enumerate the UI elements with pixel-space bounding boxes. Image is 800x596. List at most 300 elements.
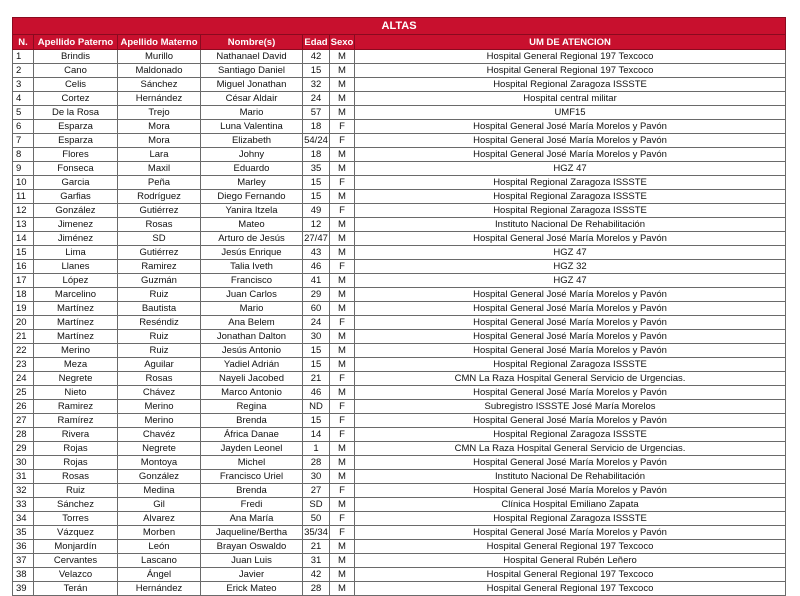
table-row — [13, 372, 786, 386]
cell-um-atencion: Hospital Regional Zaragoza ISSSTE — [355, 190, 786, 204]
cell-um-atencion: Hospital General Regional 197 Texcoco — [355, 64, 786, 78]
cell-apellido-paterno: Torres — [34, 512, 118, 526]
cell-um-atencion: Hospital General Regional 197 Texcoco — [355, 50, 786, 64]
cell-edad: 49 — [303, 204, 330, 218]
cell-nombres: Jonathan Dalton — [201, 330, 303, 344]
cell-nombres: Santiago Daniel — [201, 64, 303, 78]
cell-number: 34 — [13, 512, 34, 526]
cell-apellido-paterno: Martínez — [34, 302, 118, 316]
cell-edad: 50 — [303, 512, 330, 526]
cell-number: 24 — [13, 372, 34, 386]
table-row — [13, 540, 786, 554]
cell-nombres: Brenda — [201, 414, 303, 428]
table-row — [13, 260, 786, 274]
cell-nombres: Marco Antonio — [201, 386, 303, 400]
cell-um-atencion: Hospital General José María Morelos y Pavón — [355, 302, 786, 316]
cell-number: 10 — [13, 176, 34, 190]
cell-sexo: F — [330, 260, 355, 274]
cell-sexo: M — [330, 358, 355, 372]
cell-apellido-materno: Gil — [118, 498, 201, 512]
cell-nombres: Francisco Uriel — [201, 470, 303, 484]
cell-number: 18 — [13, 288, 34, 302]
cell-apellido-materno: SD — [118, 232, 201, 246]
table-row — [13, 582, 786, 596]
table-row — [13, 442, 786, 456]
table-row — [13, 358, 786, 372]
cell-number: 20 — [13, 316, 34, 330]
cell-edad: 18 — [303, 148, 330, 162]
cell-number: 4 — [13, 92, 34, 106]
cell-apellido-paterno: Esparza — [34, 134, 118, 148]
table-row — [13, 484, 786, 498]
table-row — [13, 106, 786, 120]
cell-number: 6 — [13, 120, 34, 134]
cell-um-atencion: HGZ 47 — [355, 274, 786, 288]
cell-apellido-materno: Montoya — [118, 456, 201, 470]
cell-sexo: M — [330, 148, 355, 162]
cell-number: 27 — [13, 414, 34, 428]
cell-nombres: Yanira Itzela — [201, 204, 303, 218]
cell-apellido-materno: Rosas — [118, 218, 201, 232]
cell-number: 2 — [13, 64, 34, 78]
col-header-apellido-paterno: Apellido Paterno — [34, 35, 118, 50]
table-row — [13, 428, 786, 442]
cell-edad: 15 — [303, 190, 330, 204]
cell-um-atencion: Subregistro ISSSTE José María Morelos — [355, 400, 786, 414]
cell-edad: 29 — [303, 288, 330, 302]
cell-edad: 14 — [303, 428, 330, 442]
table-row — [13, 526, 786, 540]
cell-sexo: M — [330, 162, 355, 176]
cell-number: 35 — [13, 526, 34, 540]
table-row — [13, 162, 786, 176]
cell-edad: 35/34 — [304, 526, 328, 538]
cell-apellido-materno: Aguilar — [118, 358, 201, 372]
cell-um-atencion: Hospital General José María Morelos y Pavón — [355, 484, 786, 498]
cell-sexo: M — [330, 540, 355, 554]
cell-apellido-paterno: Velazco — [34, 568, 118, 582]
cell-apellido-paterno: Ramírez — [34, 414, 118, 428]
cell-apellido-materno: Morben — [118, 526, 201, 540]
cell-apellido-paterno: Flores — [34, 148, 118, 162]
cell-um-atencion: Hospital General Regional 197 Texcoco — [355, 582, 786, 596]
cell-number: 17 — [13, 274, 34, 288]
cell-apellido-materno: Ruiz — [118, 330, 201, 344]
cell-apellido-paterno: Ruiz — [34, 484, 118, 498]
cell-sexo: M — [330, 274, 355, 288]
cell-um-atencion: Instituto Nacional De Rehabilitación — [355, 470, 786, 484]
cell-apellido-materno: Chavéz — [118, 428, 201, 442]
cell-nombres: Nayeli Jacobed — [201, 372, 303, 386]
cell-number: 32 — [13, 484, 34, 498]
cell-apellido-paterno: Fonseca — [34, 162, 118, 176]
cell-edad: 21 — [303, 372, 330, 386]
cell-apellido-paterno: Rosas — [34, 470, 118, 484]
cell-apellido-paterno: Rojas — [34, 442, 118, 456]
cell-nombres: Ana Belem — [201, 316, 303, 330]
altas-sheet — [12, 17, 785, 596]
cell-um-atencion: HGZ 32 — [355, 260, 786, 274]
cell-apellido-materno: Ruiz — [118, 344, 201, 358]
cell-sexo: F — [330, 176, 355, 190]
cell-nombres: Luna Valentina — [201, 120, 303, 134]
cell-um-atencion: Hospital Regional Zaragoza ISSSTE — [355, 204, 786, 218]
cell-sexo: F — [330, 512, 355, 526]
cell-sexo: M — [330, 498, 355, 512]
cell-edad: 27/47 — [304, 232, 328, 244]
cell-apellido-materno: Rodríguez — [118, 190, 201, 204]
table-row — [13, 190, 786, 204]
cell-apellido-paterno: Llanes — [34, 260, 118, 274]
cell-apellido-materno: Ruiz — [118, 288, 201, 302]
cell-um-atencion: UMF15 — [355, 106, 786, 120]
cell-nombres: Jaqueline/Bertha — [201, 526, 303, 540]
cell-edad: 57 — [303, 106, 330, 120]
cell-sexo: M — [330, 582, 355, 596]
cell-um-atencion: Hospital General José María Morelos y Pavón — [355, 316, 786, 330]
table-row — [13, 344, 786, 358]
cell-apellido-materno: Alvarez — [118, 512, 201, 526]
cell-um-atencion: Hospital Regional Zaragoza ISSSTE — [355, 176, 786, 190]
cell-edad: 42 — [303, 50, 330, 64]
cell-um-atencion: Instituto Nacional De Rehabilitación — [355, 218, 786, 232]
cell-apellido-materno: Mora — [118, 134, 201, 148]
cell-edad: 15 — [303, 176, 330, 190]
cell-edad: 46 — [303, 386, 330, 400]
cell-sexo: M — [330, 470, 355, 484]
cell-apellido-paterno: Nieto — [34, 386, 118, 400]
table-row — [13, 554, 786, 568]
cell-nombres: Regina — [201, 400, 303, 414]
cell-apellido-materno: Maxil — [118, 162, 201, 176]
cell-nombres: Javier — [201, 568, 303, 582]
cell-apellido-paterno: González — [34, 204, 118, 218]
cell-number: 38 — [13, 568, 34, 582]
cell-edad: 15 — [303, 344, 330, 358]
cell-sexo: M — [330, 344, 355, 358]
cell-um-atencion: Hospital General José María Morelos y Pavón — [355, 232, 786, 246]
cell-number: 12 — [13, 204, 34, 218]
cell-apellido-paterno: Martínez — [34, 330, 118, 344]
table-row — [13, 400, 786, 414]
col-header-apellido-materno: Apellido Materno — [118, 35, 201, 50]
cell-apellido-materno: Lascano — [118, 554, 201, 568]
cell-edad: 46 — [303, 260, 330, 274]
cell-sexo: M — [330, 50, 355, 64]
cell-edad: 30 — [303, 330, 330, 344]
cell-nombres: Francisco — [201, 274, 303, 288]
cell-apellido-materno: Ángel — [118, 568, 201, 582]
col-header-nombres: Nombre(s) — [201, 35, 303, 50]
cell-edad: 15 — [303, 64, 330, 78]
cell-nombres: Jayden Leonel — [201, 442, 303, 456]
cell-apellido-materno: Murillo — [118, 50, 201, 64]
cell-um-atencion: Hospital Regional Zaragoza ISSSTE — [355, 78, 786, 92]
table-row — [13, 456, 786, 470]
cell-apellido-paterno: Garcia — [34, 176, 118, 190]
cell-edad: 24 — [303, 92, 330, 106]
cell-edad: 15 — [303, 358, 330, 372]
table-row — [13, 302, 786, 316]
cell-apellido-materno: González — [118, 470, 201, 484]
cell-um-atencion: Hospital General José María Morelos y Pavón — [355, 120, 786, 134]
cell-number: 29 — [13, 442, 34, 456]
cell-edad: 27 — [303, 484, 330, 498]
cell-number: 11 — [13, 190, 34, 204]
cell-um-atencion: CMN La Raza Hospital General Servicio de Urgencias. — [355, 442, 786, 456]
cell-um-atencion: Hospital General Rubén Leñero — [355, 554, 786, 568]
cell-apellido-paterno: Meza — [34, 358, 118, 372]
cell-edad: 24 — [303, 316, 330, 330]
cell-sexo: F — [330, 526, 355, 540]
cell-number: 15 — [13, 246, 34, 260]
cell-apellido-materno: Maldonado — [118, 64, 201, 78]
cell-apellido-materno: Lara — [118, 148, 201, 162]
table-row — [13, 274, 786, 288]
cell-um-atencion: Hospital Regional Zaragoza ISSSTE — [355, 428, 786, 442]
cell-number: 22 — [13, 344, 34, 358]
cell-sexo: M — [330, 456, 355, 470]
cell-number: 14 — [13, 232, 34, 246]
cell-sexo: M — [330, 190, 355, 204]
cell-number: 26 — [13, 400, 34, 414]
cell-nombres: Miguel Jonathan — [201, 78, 303, 92]
cell-number: 3 — [13, 78, 34, 92]
cell-apellido-paterno: Jimenez — [34, 218, 118, 232]
cell-sexo: F — [330, 400, 355, 414]
cell-sexo: M — [330, 386, 355, 400]
cell-sexo: M — [330, 330, 355, 344]
cell-sexo: M — [330, 302, 355, 316]
cell-sexo: F — [330, 204, 355, 218]
cell-nombres: Nathanael David — [201, 50, 303, 64]
cell-apellido-materno: Peña — [118, 176, 201, 190]
cell-apellido-paterno: Cervantes — [34, 554, 118, 568]
cell-um-atencion: HGZ 47 — [355, 162, 786, 176]
cell-apellido-paterno: López — [34, 274, 118, 288]
table-row — [13, 232, 786, 246]
table-row — [13, 246, 786, 260]
cell-apellido-paterno: Celis — [34, 78, 118, 92]
cell-apellido-materno: Sánchez — [118, 78, 201, 92]
cell-nombres: Fredi — [201, 498, 303, 512]
cell-nombres: Juan Carlos — [201, 288, 303, 302]
cell-um-atencion: Hospital General José María Morelos y Pavón — [355, 288, 786, 302]
cell-apellido-paterno: Cortez — [34, 92, 118, 106]
cell-edad: 28 — [303, 582, 330, 596]
cell-apellido-materno: Ramirez — [118, 260, 201, 274]
cell-um-atencion: Hospital General José María Morelos y Pavón — [355, 134, 786, 148]
table-row — [13, 512, 786, 526]
col-header-edad: Edad — [304, 36, 328, 48]
cell-apellido-materno: Trejo — [118, 106, 201, 120]
table-row — [13, 120, 786, 134]
cell-edad: SD — [303, 498, 330, 512]
cell-sexo: F — [330, 372, 355, 386]
cell-nombres: Eduardo — [201, 162, 303, 176]
cell-number: 8 — [13, 148, 34, 162]
cell-number: 7 — [13, 134, 34, 148]
table-row — [13, 470, 786, 484]
cell-nombres: Marley — [201, 176, 303, 190]
cell-apellido-paterno: Brindis — [34, 50, 118, 64]
cell-nombres: Jesús Enrique — [201, 246, 303, 260]
cell-apellido-materno: Medina — [118, 484, 201, 498]
cell-sexo: M — [330, 288, 355, 302]
cell-nombres: César Aldair — [201, 92, 303, 106]
table-row — [13, 92, 786, 106]
cell-edad: 35 — [303, 162, 330, 176]
cell-sexo: F — [330, 484, 355, 498]
table-row — [13, 568, 786, 582]
header-row — [13, 35, 786, 50]
cell-sexo: M — [330, 442, 355, 456]
table-row — [13, 50, 786, 64]
cell-sexo: M — [330, 218, 355, 232]
cell-um-atencion: Hospital General José María Morelos y Pavón — [355, 344, 786, 358]
cell-sexo: M — [330, 78, 355, 92]
cell-apellido-paterno: Merino — [34, 344, 118, 358]
cell-edad: 1 — [303, 442, 330, 456]
cell-um-atencion: Hospital Regional Zaragoza ISSSTE — [355, 512, 786, 526]
cell-apellido-paterno: Terán — [34, 582, 118, 596]
cell-apellido-materno: Gutiérrez — [118, 246, 201, 260]
cell-um-atencion: Hospital General José María Morelos y Pavón — [355, 526, 786, 540]
cell-apellido-materno: Bautista — [118, 302, 201, 316]
table-row — [13, 204, 786, 218]
cell-number: 9 — [13, 162, 34, 176]
cell-apellido-paterno: Garfias — [34, 190, 118, 204]
cell-um-atencion: Hospital General José María Morelos y Pavón — [355, 330, 786, 344]
cell-apellido-paterno: Rojas — [34, 456, 118, 470]
cell-apellido-paterno: De la Rosa — [34, 106, 118, 120]
cell-apellido-materno: Hernández — [118, 92, 201, 106]
cell-number: 16 — [13, 260, 34, 274]
cell-apellido-paterno: Martínez — [34, 316, 118, 330]
cell-um-atencion: Hospital central militar — [355, 92, 786, 106]
cell-nombres: Michel — [201, 456, 303, 470]
cell-edad: 54/24 — [304, 134, 328, 146]
cell-sexo: F — [330, 134, 355, 148]
cell-apellido-materno: Gutiérrez — [118, 204, 201, 218]
cell-edad: 30 — [303, 470, 330, 484]
cell-number: 23 — [13, 358, 34, 372]
cell-nombres: Yadiel Adrián — [201, 358, 303, 372]
table-row — [13, 218, 786, 232]
cell-sexo: F — [330, 120, 355, 134]
cell-edad: 21 — [303, 540, 330, 554]
cell-apellido-paterno: Negrete — [34, 372, 118, 386]
cell-apellido-materno: Mora — [118, 120, 201, 134]
col-header-um-atencion: UM DE ATENCION — [355, 35, 786, 50]
cell-sexo: M — [330, 64, 355, 78]
cell-edad: 18 — [303, 120, 330, 134]
cell-number: 21 — [13, 330, 34, 344]
cell-edad: 31 — [303, 554, 330, 568]
cell-um-atencion: CMN La Raza Hospital General Servicio de Urgencias. — [355, 372, 786, 386]
cell-sexo: M — [330, 246, 355, 260]
cell-sexo: M — [330, 568, 355, 582]
cell-um-atencion: Clínica Hospital Emiliano Zapata — [355, 498, 786, 512]
cell-number: 19 — [13, 302, 34, 316]
cell-number: 31 — [13, 470, 34, 484]
cell-apellido-materno: Chávez — [118, 386, 201, 400]
cell-nombres: Arturo de Jesús — [201, 232, 303, 246]
col-header-number: N. — [13, 35, 34, 50]
cell-number: 1 — [13, 50, 34, 64]
cell-apellido-paterno: Cano — [34, 64, 118, 78]
cell-nombres: Erick Mateo — [201, 582, 303, 596]
cell-number: 37 — [13, 554, 34, 568]
cell-nombres: Mario — [201, 302, 303, 316]
table-title: ALTAS — [13, 18, 786, 35]
cell-nombres: Ana María — [201, 512, 303, 526]
cell-nombres: Brenda — [201, 484, 303, 498]
cell-apellido-paterno: Jiménez — [34, 232, 118, 246]
cell-apellido-materno: Merino — [118, 400, 201, 414]
cell-number: 36 — [13, 540, 34, 554]
cell-sexo: M — [330, 232, 355, 246]
title-row — [13, 18, 786, 35]
cell-um-atencion: HGZ 47 — [355, 246, 786, 260]
cell-apellido-materno: Negrete — [118, 442, 201, 456]
table-row — [13, 134, 786, 148]
cell-apellido-materno: Hernández — [118, 582, 201, 596]
cell-apellido-materno: León — [118, 540, 201, 554]
table-row — [13, 498, 786, 512]
cell-apellido-paterno: Ramirez — [34, 400, 118, 414]
cell-edad: 60 — [303, 302, 330, 316]
cell-sexo: F — [330, 414, 355, 428]
cell-edad: 41 — [303, 274, 330, 288]
cell-number: 25 — [13, 386, 34, 400]
cell-apellido-materno: Rosas — [118, 372, 201, 386]
cell-um-atencion: Hospital General José María Morelos y Pavón — [355, 456, 786, 470]
table-row — [13, 176, 786, 190]
cell-edad: 43 — [303, 246, 330, 260]
table-row — [13, 414, 786, 428]
cell-apellido-paterno: Lima — [34, 246, 118, 260]
cell-sexo: F — [330, 428, 355, 442]
cell-nombres: Elizabeth — [201, 134, 303, 148]
table-row — [13, 288, 786, 302]
cell-nombres: Brayan Oswaldo — [201, 540, 303, 554]
cell-nombres: Juan Luis — [201, 554, 303, 568]
cell-nombres: Johny — [201, 148, 303, 162]
cell-number: 5 — [13, 106, 34, 120]
cell-um-atencion: Hospital General José María Morelos y Pavón — [355, 414, 786, 428]
cell-sexo: M — [330, 554, 355, 568]
cell-number: 33 — [13, 498, 34, 512]
cell-apellido-materno: Guzmán — [118, 274, 201, 288]
cell-apellido-paterno: Esparza — [34, 120, 118, 134]
cell-edad: 42 — [303, 568, 330, 582]
cell-apellido-paterno: Sánchez — [34, 498, 118, 512]
cell-nombres: Mateo — [201, 218, 303, 232]
cell-number: 28 — [13, 428, 34, 442]
table-row — [13, 64, 786, 78]
table-row — [13, 148, 786, 162]
cell-number: 30 — [13, 456, 34, 470]
cell-um-atencion: Hospital General José María Morelos y Pavón — [355, 148, 786, 162]
cell-sexo: M — [330, 92, 355, 106]
cell-sexo: F — [330, 316, 355, 330]
cell-nombres: Talia Iveth — [201, 260, 303, 274]
table-row — [13, 78, 786, 92]
cell-number: 39 — [13, 582, 34, 596]
cell-apellido-materno: Reséndiz — [118, 316, 201, 330]
cell-sexo: M — [330, 106, 355, 120]
